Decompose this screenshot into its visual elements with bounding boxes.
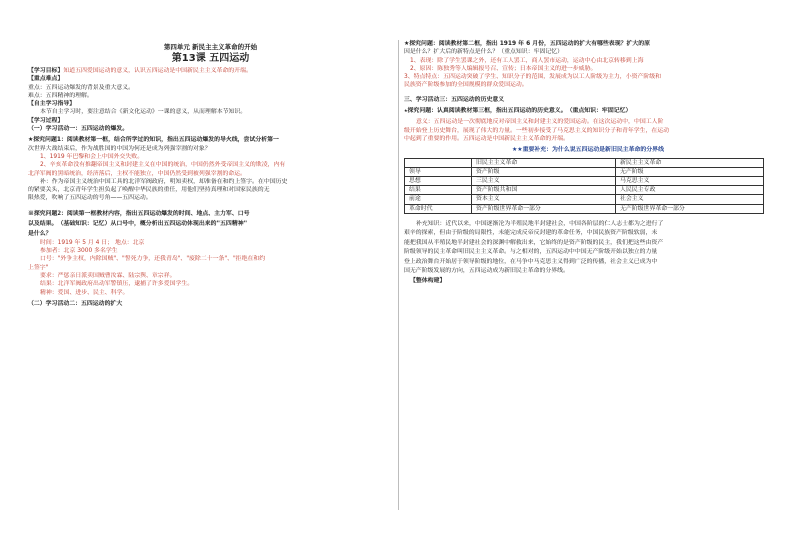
table-cell: 领导 (405, 167, 472, 176)
objective-label: 【学习目标】 (28, 68, 64, 74)
answer-line: 精神：爱国、进步、民主、科学。 (40, 289, 129, 296)
lesson-title: 第13课 五四运动 (171, 53, 250, 64)
supplement-line: 限热爱，吹响了五四运动的号角——五四运动。 (28, 195, 152, 202)
answer-line: 2、原因：陈独秀等人编辑报号召、宣传；日本帝国主义的进一步威胁。 (410, 65, 597, 72)
table-row (405, 195, 764, 204)
table-row (405, 204, 764, 213)
answer-line: 2、辛亥革命没有推翻帝国主义和封建主义在中国的统治，中国仍然外受帝国主义的欺凌，内有 (40, 162, 286, 169)
answer-line: 参加者：北京 3000 多名学生 (40, 248, 118, 255)
framework-label: 【整体构建】 (410, 277, 446, 284)
column-divider (398, 40, 399, 510)
keypoints-label: 【重点难点】 (28, 76, 64, 83)
table-header-row (405, 158, 764, 167)
question4-line: ★探究问题：认真阅读教材第三框，指出五四运动的历史意义。（重点知识：牢固记忆） (404, 108, 632, 115)
table-cell: 资产阶级共和国 (472, 186, 616, 195)
unit-title: 第四单元 新民主主义革命的开始 (163, 43, 258, 51)
table-cell: 三民主义 (472, 176, 616, 185)
question-line: 次世界大战结束后，作为战胜国的中国为何还是成为列强宰割的对象？ (28, 145, 211, 152)
question3 (404, 40, 772, 90)
answer-line: 结果：北洋军阀政府出动军警镇压，逮捕了许多爱国学生。 (40, 281, 194, 288)
answer-line: 口号："外争主权，内除国贼"、"誓死力争，还我青岛"、"废除二十一条"、"拒绝在和约 (40, 256, 266, 263)
table-cell: 马克思主义 (616, 176, 764, 185)
answer-line: 民族资产阶级参加的全国规模的群众爱国运动。 (404, 82, 528, 89)
table-row (405, 167, 764, 176)
question4-answers (404, 118, 772, 143)
answer-line: 北洋军阀的黑暗统治，经济落后，主权不能独立，中国仍然受到被列强宰割的命运。 (28, 170, 246, 177)
comparison-table (404, 158, 764, 214)
question-line: ★探究问题：阅读教材第二框，指出 1919 年 6 月份，五四运动的扩大有哪些表现？扩大的原 (404, 41, 651, 47)
question-line: 因是什么？扩大后的新特点是什么？（重点知识：牢固记忆） (404, 49, 564, 56)
table-header-cell: 旧民主主义革命 (472, 158, 616, 167)
process-label: 【学习过程】 (28, 117, 64, 124)
supplement-line: 登上政治舞台开始居于领导阶级的地位，在马争中马克思主义得到广泛的传播，社会主义已成为中 (404, 258, 658, 265)
table-cell: 思想 (405, 176, 472, 185)
question2 (28, 209, 393, 297)
question1 (28, 136, 393, 202)
answer-line: 级开始登上历史舞台，展现了伟大的力量。一些初步接受了马克思主义的知识分子和青年学生，在运动 (404, 127, 670, 134)
activity2-label: （二）学习活动二：五四运动的扩大 (28, 300, 123, 307)
table-header-cell (405, 158, 472, 167)
answer-line: 要求：严惩亲日派卖国贼曹汝霖、陆宗舆、章宗祥。 (40, 272, 176, 279)
key-point: 重点：五四运动爆发的背景及重大意义。 (28, 84, 135, 91)
table-cell: 资本主义 (472, 195, 616, 204)
guide-label: 【自主学习指导】 (28, 101, 76, 108)
table-cell: 结果 (405, 186, 472, 195)
supplement-block (404, 220, 772, 277)
answer-line: 3、特点特点：五四运动突破了学生、知识分子的范围，发展成为以工人阶级为主力，小资产阶级和 (404, 74, 662, 81)
answer-line: 1、表现：除了学生罢课之外，还有工人罢工，商人罢市运动，运动中心由北京转移到上海 (410, 57, 644, 64)
supplement-line: 的紧要关头，北京青年学生担负起了唤醒中华民族的重任，用他们坚持真理和对国家民族的无 (28, 187, 270, 194)
table-cell: 资产阶级 (472, 167, 616, 176)
answer-line: 时间：1919 年 5 月 4 日； 地点：北京 (40, 239, 145, 246)
question-line: ※探究问题2：阅读第一框教材内容，指出五四运动爆发的时间、地点、主力军、口号 (28, 210, 250, 217)
table-row (405, 176, 764, 185)
right-column (404, 40, 772, 285)
table-cell: 无产阶级世界革命一部分 (616, 204, 764, 213)
table-cell: 革命时代 (405, 204, 472, 213)
answer-line: 1、1919 年巴黎和会上中国外交失败。 (40, 153, 144, 160)
answer-line: 上签字" (28, 264, 49, 271)
activity1-label: （一）学习活动一：五四运动的爆发。 (28, 126, 129, 133)
table-header-cell: 新民主主义革命 (616, 158, 764, 167)
table-cell: 人民民主专政 (616, 186, 764, 195)
supplement-line: 国无产阶级发展的方向，五四运动成为新旧民主革命的分界线。 (404, 268, 569, 275)
objective-text: 知道五四爱国运动的意义，认识五四运动是中国新民主主义革命的开端。 (63, 68, 252, 74)
difficult-point: 难点：五四精神的理解。 (28, 92, 93, 99)
supplement-line: 阶级领导的民主革命叫旧民主主义革命。与之相对的，五四运动中中国无产阶级开始以独立的力量 (404, 249, 658, 256)
table-cell: 前途 (405, 195, 472, 204)
supplement-line: 补：作为帝国主义统治中国工具的北洋军阀政府，明知卖权，却准备在和约上签字。在中国历史 (40, 178, 288, 185)
table-cell: 社会主义 (616, 195, 764, 204)
answer-line: 意义：五四运动是一次彻底地反对帝国主义和封建主义的爱国运动。在这次运动中，中国工人阶 (416, 119, 664, 126)
supplement-line: 补充知识：近代以来，中国逐渐沦为半殖民地半封建社会，中国各阶层的仁人志士都为之进行了 (416, 220, 664, 227)
table-cell: 资产阶级世界革命一部分 (472, 204, 616, 213)
answer-line: 中起到了重要的作用。五四运动是中国新民主主义革命的开端。 (404, 135, 569, 142)
table-row (405, 186, 764, 195)
question-line: 以及结果。（基础知识：记忆）从口号中，概分析出五四运动体现出来的"五四精神" (28, 220, 248, 227)
guide-text: 本节自主学习时，要注意结合《新文化运动》一课的意义，从而理解本节知识。 (40, 109, 247, 116)
left-column (28, 40, 393, 308)
table-title: ★★重要补充：为什么说五四运动是新旧民主革命的分界线 (512, 147, 664, 154)
question-line: ★探究问题1：阅读教材第一框，结合所学过的知识，指出五四运动爆发的导火线，尝试分析第一 (28, 137, 279, 144)
supplement-line: 能把我国从半殖民地半封建社会的深渊中解救出来，它始终的是资产阶级的民主，我们把这些由资产 (404, 239, 664, 246)
supplement-line: 艰辛的探索，但由于阶级的局限性，未能完成反帝反封建的革命任务，中国民族资产阶级软弱，未 (404, 230, 658, 237)
table-cell: 无产阶级 (616, 167, 764, 176)
activity3-label: 三、学习活动三：五四运动的历史意义 (404, 96, 505, 103)
question-line: 是什么？ (28, 230, 52, 237)
